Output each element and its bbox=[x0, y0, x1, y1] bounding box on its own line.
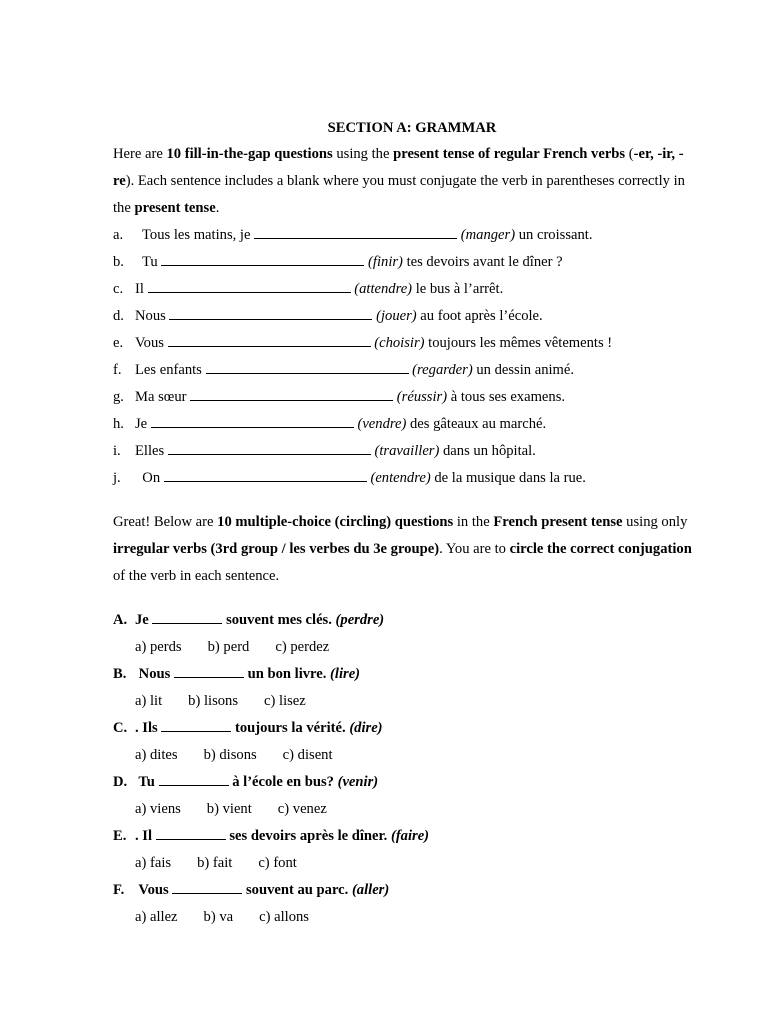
answer-option[interactable]: c) disent bbox=[282, 747, 333, 763]
mc-options bbox=[113, 796, 693, 823]
mc-question-d bbox=[113, 769, 693, 796]
intro-bold: present tense of regular French verbs bbox=[393, 146, 626, 162]
verb-hint: (choisir) bbox=[374, 335, 425, 351]
mc-question-e bbox=[113, 823, 693, 850]
multiple-choice-intro bbox=[113, 509, 693, 590]
gap-question-3 bbox=[113, 276, 693, 303]
question-text: Vous bbox=[135, 882, 173, 898]
intro-text: ). Each sentence includes a blank where you must conjugate the verb in parentheses correctly in the bbox=[113, 173, 685, 216]
question-letter: E. bbox=[113, 828, 127, 844]
answer-blank bbox=[172, 880, 242, 894]
intro-bold: -er, -ir, -re bbox=[113, 146, 684, 189]
answer-blank[interactable] bbox=[151, 413, 354, 428]
answer-option[interactable]: c) allons bbox=[259, 909, 309, 925]
answer-option[interactable]: a) lit bbox=[135, 693, 163, 709]
question-text: au foot après l’école. bbox=[416, 308, 543, 324]
question-letter: C. bbox=[113, 720, 128, 736]
intro-text: ( bbox=[625, 146, 634, 162]
verb-hint: (entendre) bbox=[370, 470, 431, 486]
question-text: Les enfants bbox=[135, 362, 206, 378]
answer-option[interactable]: c) lisez bbox=[264, 693, 306, 709]
answer-blank[interactable] bbox=[206, 359, 409, 374]
answer-blank[interactable] bbox=[148, 278, 351, 293]
answer-option[interactable]: a) allez bbox=[135, 909, 178, 925]
verb-hint: (venir) bbox=[337, 774, 379, 790]
question-text: toujours les mêmes vêtements ! bbox=[424, 335, 613, 351]
intro-bold: 10 fill-in-the-gap questions bbox=[166, 146, 333, 162]
verb-hint: (dire) bbox=[349, 720, 383, 736]
intro-text: . You are to bbox=[439, 541, 510, 557]
question-text: dans un hôpital. bbox=[439, 443, 536, 459]
gap-question-9 bbox=[113, 438, 693, 465]
verb-hint: (regarder) bbox=[412, 362, 473, 378]
question-text: à tous ses examens. bbox=[447, 389, 566, 405]
question-text: Nous bbox=[135, 666, 174, 682]
answer-blank[interactable] bbox=[168, 440, 371, 455]
question-text: Tous les matins, je bbox=[135, 227, 255, 243]
gap-question-1 bbox=[113, 222, 693, 249]
question-letter: F. bbox=[113, 882, 125, 898]
mc-options bbox=[113, 634, 693, 661]
question-text: ses devoirs après le dîner. bbox=[225, 828, 391, 844]
intro-bold: French present tense bbox=[493, 514, 623, 530]
answer-option[interactable]: c) venez bbox=[277, 801, 327, 817]
answer-option[interactable]: b) fait bbox=[197, 855, 233, 871]
intro-paragraph bbox=[113, 141, 693, 222]
question-letter: g. bbox=[113, 389, 124, 405]
question-letter: e. bbox=[113, 335, 124, 351]
answer-blank bbox=[156, 826, 226, 840]
question-text: le bus à l’arrêt. bbox=[412, 281, 504, 297]
multiple-choice-list bbox=[113, 607, 693, 931]
question-text: Tu bbox=[135, 774, 159, 790]
verb-hint: (manger) bbox=[460, 227, 516, 243]
question-text: souvent mes clés. bbox=[222, 612, 336, 628]
intro-text: of the verb in each sentence. bbox=[113, 568, 280, 584]
gap-question-4 bbox=[113, 303, 693, 330]
gap-question-10 bbox=[113, 465, 693, 492]
question-letter: b. bbox=[113, 254, 124, 270]
question-letter: D. bbox=[113, 774, 128, 790]
question-letter: f. bbox=[113, 362, 122, 378]
question-text: . Il bbox=[135, 828, 156, 844]
answer-blank[interactable] bbox=[254, 224, 457, 239]
question-text: Il bbox=[135, 281, 148, 297]
answer-blank[interactable] bbox=[190, 386, 393, 401]
gap-question-8 bbox=[113, 411, 693, 438]
question-text: tes devoirs avant le dîner ? bbox=[402, 254, 563, 270]
question-text: un dessin animé. bbox=[472, 362, 575, 378]
question-text: à l’école en bus? bbox=[228, 774, 338, 790]
answer-blank[interactable] bbox=[164, 467, 367, 482]
mc-options bbox=[113, 850, 693, 877]
question-letter: c. bbox=[113, 281, 124, 297]
verb-hint: (perdre) bbox=[335, 612, 385, 628]
verb-hint: (lire) bbox=[330, 666, 361, 682]
question-letter: a. bbox=[113, 227, 124, 243]
verb-hint: (réussir) bbox=[396, 389, 448, 405]
mc-options bbox=[113, 904, 693, 931]
question-letter: j. bbox=[113, 470, 121, 486]
answer-blank[interactable] bbox=[161, 251, 364, 266]
question-text: Nous bbox=[135, 308, 170, 324]
intro-text: . bbox=[215, 200, 220, 216]
answer-option[interactable]: c) perdez bbox=[275, 639, 330, 655]
question-text: Je bbox=[135, 612, 153, 628]
answer-option[interactable]: a) dites bbox=[135, 747, 178, 763]
mc-options bbox=[113, 742, 693, 769]
question-text: Vous bbox=[135, 335, 168, 351]
intro-text: Great! Below are bbox=[113, 514, 218, 530]
question-letter: A. bbox=[113, 612, 128, 628]
answer-option[interactable]: b) lisons bbox=[188, 693, 239, 709]
question-letter: h. bbox=[113, 416, 124, 432]
intro-bold: 10 multiple-choice (circling) questions bbox=[217, 514, 454, 530]
verb-hint: (finir) bbox=[368, 254, 403, 270]
intro-bold: circle the correct conjugation bbox=[509, 541, 692, 557]
question-letter: d. bbox=[113, 308, 124, 324]
gap-question-5 bbox=[113, 330, 693, 357]
mc-options bbox=[113, 688, 693, 715]
answer-blank bbox=[159, 772, 229, 786]
intro-text: using only bbox=[622, 514, 688, 530]
verb-hint: (faire) bbox=[390, 828, 430, 844]
intro-bold: irregular verbs (3rd group / les verbes du 3e groupe) bbox=[113, 541, 440, 557]
mc-question-c bbox=[113, 715, 693, 742]
answer-option[interactable]: b) perd bbox=[207, 639, 250, 655]
answer-blank[interactable] bbox=[169, 305, 372, 320]
mc-question-a bbox=[113, 607, 693, 634]
answer-blank bbox=[152, 610, 222, 624]
answer-option[interactable]: a) viens bbox=[135, 801, 181, 817]
verb-hint: (travailler) bbox=[374, 443, 440, 459]
gap-question-6 bbox=[113, 357, 693, 384]
answer-option[interactable]: b) disons bbox=[203, 747, 257, 763]
intro-text: Here are bbox=[113, 146, 167, 162]
question-text: On bbox=[135, 470, 164, 486]
intro-text: using the bbox=[332, 146, 394, 162]
question-text: des gâteaux au marché. bbox=[406, 416, 547, 432]
answer-blank bbox=[174, 664, 244, 678]
question-text: de la musique dans la rue. bbox=[430, 470, 586, 486]
verb-hint: (vendre) bbox=[357, 416, 407, 432]
question-text: souvent au parc. bbox=[242, 882, 352, 898]
intro-bold: present tense bbox=[134, 200, 216, 216]
verb-hint: (attendre) bbox=[354, 281, 413, 297]
mc-question-b bbox=[113, 661, 693, 688]
verb-hint: (jouer) bbox=[376, 308, 417, 324]
intro-text: in the bbox=[453, 514, 494, 530]
answer-option[interactable]: b) va bbox=[203, 909, 234, 925]
section-title: SECTION A: GRAMMAR bbox=[327, 120, 497, 136]
answer-option[interactable]: c) font bbox=[258, 855, 297, 871]
answer-blank[interactable] bbox=[168, 332, 371, 347]
question-text: Tu bbox=[135, 254, 162, 270]
answer-option[interactable]: b) vient bbox=[206, 801, 252, 817]
verb-hint: (aller) bbox=[351, 882, 390, 898]
question-text: Ma sœur bbox=[135, 389, 191, 405]
question-letter: B. bbox=[113, 666, 127, 682]
question-text: Elles bbox=[135, 443, 168, 459]
gap-question-2 bbox=[113, 249, 693, 276]
fill-in-gap-list bbox=[113, 222, 693, 492]
worksheet-page bbox=[113, 118, 693, 931]
answer-blank bbox=[161, 718, 231, 732]
gap-question-7 bbox=[113, 384, 693, 411]
answer-option[interactable]: a) perds bbox=[135, 639, 182, 655]
question-text: Je bbox=[135, 416, 151, 432]
mc-question-f bbox=[113, 877, 693, 904]
question-text: un croissant. bbox=[515, 227, 593, 243]
question-text: toujours la vérité. bbox=[231, 720, 350, 736]
answer-option[interactable]: a) fais bbox=[135, 855, 172, 871]
question-letter: i. bbox=[113, 443, 121, 459]
question-text: un bon livre. bbox=[243, 666, 331, 682]
question-text: . Ils bbox=[135, 720, 162, 736]
